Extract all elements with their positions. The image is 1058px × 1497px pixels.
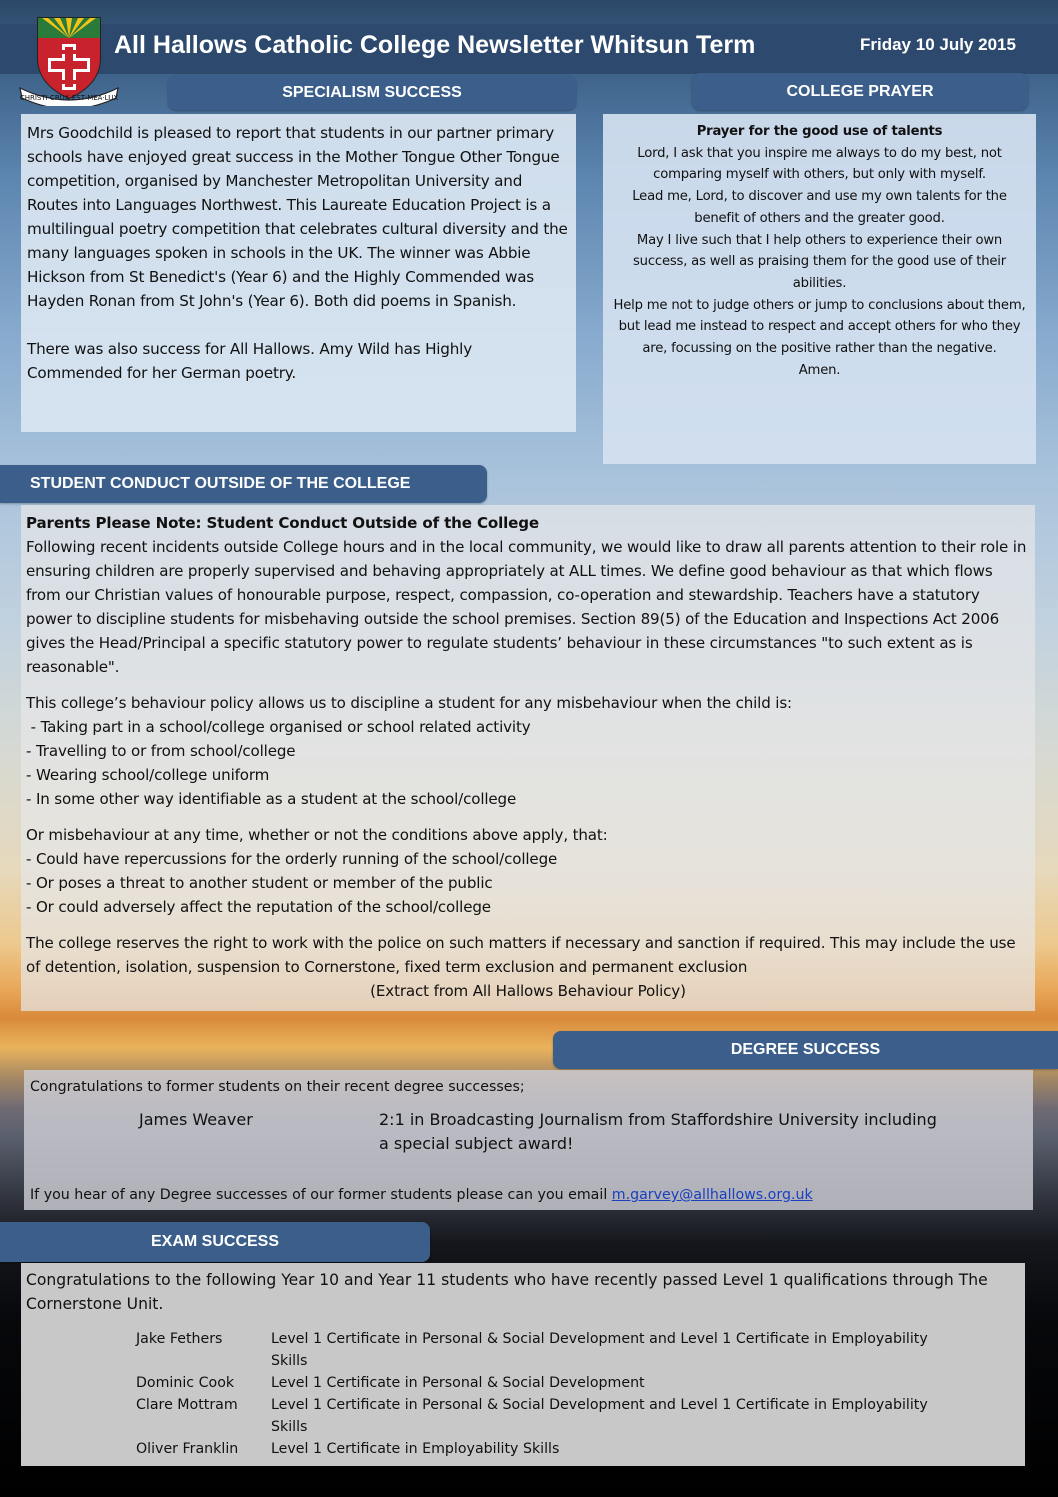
policy-item: - Taking part in a school/college organised or school related activity xyxy=(26,718,531,736)
exam-row xyxy=(136,1328,951,1372)
college-crest-icon xyxy=(16,14,122,106)
exam-student-qualification: Level 1 Certificate in Personal & Social Development xyxy=(271,1375,645,1391)
exam-heading xyxy=(0,1222,430,1262)
exam-student-name: Clare Mottram xyxy=(136,1397,238,1413)
degree-email-link[interactable]: m.garvey@allhallows.org.uk xyxy=(611,1187,813,1203)
degree-award-line: 2:1 in Broadcasting Journalism from Staffordshire University including xyxy=(379,1110,937,1129)
degree-student-name: James Weaver xyxy=(139,1110,253,1129)
prayer-title: Prayer for the good use of talents xyxy=(696,124,943,139)
policy-item: - Travelling to or from school/college xyxy=(26,742,296,760)
conduct-heading-label: STUDENT CONDUCT OUTSIDE OF THE COLLEGE xyxy=(30,475,411,492)
misbehaviour-lead: Or misbehaviour at any time, whether or not the conditions above apply, that: xyxy=(26,826,608,844)
policy-item: - In some other way identifiable as a student at the school/college xyxy=(26,790,517,808)
prayer-line: but lead me instead to respect and accept others for who they are, focussing on the positive rather than the negative. xyxy=(618,319,1021,357)
prayer-line: May I live such that I help others to experience their own success, as well as praising them for the good use of their abilities. xyxy=(633,232,1006,291)
conduct-misbehaviour xyxy=(26,823,1030,919)
conduct-heading xyxy=(0,465,487,503)
exam-content xyxy=(21,1263,1025,1466)
conduct-title: Parents Please Note: Student Conduct Outside of the College xyxy=(26,514,539,532)
misbehaviour-item: - Or could adversely affect the reputation of the school/college xyxy=(26,898,491,916)
prayer-heading xyxy=(692,73,1028,110)
conduct-source: (Extract from All Hallows Behaviour Policy) xyxy=(370,982,686,1000)
prayer-line: Lead me, Lord, to discover and use my own talents for the benefit of others and the greater good. xyxy=(632,189,1007,226)
policy-item: - Wearing school/college uniform xyxy=(26,766,270,784)
exam-heading-label: EXAM SUCCESS xyxy=(150,1233,280,1250)
exam-student-qualification: Level 1 Certificate in Personal & Social Development and Level 1 Certificate in Employability Skills xyxy=(271,1331,928,1369)
conduct-closing: The college reserves the right to work with the police on such matters if necessary and sanction if required. This may include the use of detention, isolation, suspension to Cornerstone, fixed term exclusion and permanent exclusion xyxy=(26,934,1016,976)
misbehaviour-item: - Or poses a threat to another student or member of the public xyxy=(26,874,493,892)
degree-footer-text: If you hear of any Degree successes of our former students please can you email xyxy=(30,1187,608,1203)
prayer-line: Amen. xyxy=(798,362,841,378)
conduct-content xyxy=(21,505,1035,1011)
specialism-paragraph-1: Mrs Goodchild is pleased to report that students in our partner primary schools have enjoyed great success in the Mother Tongue Other Tongue competition, organised by Manchester Metropolitan University and Routes into Languages Northwest. This Laureate Education Project is a multilingual poetry competition that celebrates cultural diversity and the many languages spoken in schools in the UK. The winner was Abbie Hickson from St Benedict's (Year 6) and the Highly Commended was Hayden Ronan from St John's (Year 6). Both did poems in Spanish. xyxy=(27,124,568,310)
policy-lead: This college’s behaviour policy allows us to discipline a student for any misbehaviour when the child is: xyxy=(26,694,792,712)
degree-heading xyxy=(553,1031,1058,1069)
degree-intro: Congratulations to former students on their recent degree successes; xyxy=(30,1079,525,1095)
crest-motto: CHRISTI·CRUX·EST·MEA·LUX xyxy=(19,94,119,102)
degree-heading-label: DEGREE SUCCESS xyxy=(730,1041,881,1058)
exam-intro: Congratulations to the following Year 10 and Year 11 students who have recently passed Level 1 qualifications through The Cornerstone Unit. xyxy=(26,1271,988,1313)
exam-row xyxy=(136,1372,951,1394)
newsletter-date: Friday 10 July 2015 xyxy=(860,35,1016,54)
specialism-paragraph-2: There was also success for All Hallows. Amy Wild has Highly Commended for her German poetry. xyxy=(27,340,472,382)
exam-student-qualification: Level 1 Certificate in Employability Skills xyxy=(271,1441,560,1457)
prayer-content xyxy=(603,114,1036,464)
prayer-line: Lord, I ask that you inspire me always to do my best, not comparing myself with others, but only with myself. xyxy=(637,145,1002,183)
degree-student-award xyxy=(379,1108,937,1156)
exam-row xyxy=(136,1394,951,1438)
prayer-heading-label: COLLEGE PRAYER xyxy=(786,82,934,100)
prayer-line: Help me not to judge others or jump to conclusions about them, xyxy=(613,297,1026,313)
degree-footer xyxy=(30,1183,813,1207)
conduct-policy xyxy=(26,691,1030,811)
newsletter-title: All Hallows Catholic College Newsletter Whitsun Term xyxy=(114,31,756,59)
exam-row xyxy=(136,1438,951,1460)
degree-content xyxy=(24,1070,1033,1210)
exam-student-name: Oliver Franklin xyxy=(136,1441,239,1457)
exam-table xyxy=(136,1328,951,1460)
exam-student-qualification: Level 1 Certificate in Personal & Social Development and Level 1 Certificate in Employability Skills xyxy=(271,1397,928,1435)
conduct-intro: Following recent incidents outside College hours and in the local community, we would like to draw all parents attention to their role in ensuring children are properly supervised and behaving appropriately at ALL times. We define good behaviour as that which flows from our Christian values of honourable purpose, respect, compassion, co-operation and stewardship. Teachers have a statutory power to discipline students for misbehaving outside the school premises. Section 89(5) of the Education and Inspections Act 2006 gives the Head/Principal a specific statutory power to regulate students’ behaviour in these circumstances "to such extent as is reasonable". xyxy=(26,538,1027,676)
specialism-heading-label: SPECIALISM SUCCESS xyxy=(282,83,462,101)
exam-student-name: Jake Fethers xyxy=(136,1331,223,1347)
specialism-content xyxy=(21,114,576,432)
exam-student-name: Dominic Cook xyxy=(136,1375,235,1391)
specialism-heading xyxy=(168,75,576,110)
degree-award-line: a special subject award! xyxy=(379,1134,574,1153)
misbehaviour-item: - Could have repercussions for the orderly running of the school/college xyxy=(26,850,558,868)
